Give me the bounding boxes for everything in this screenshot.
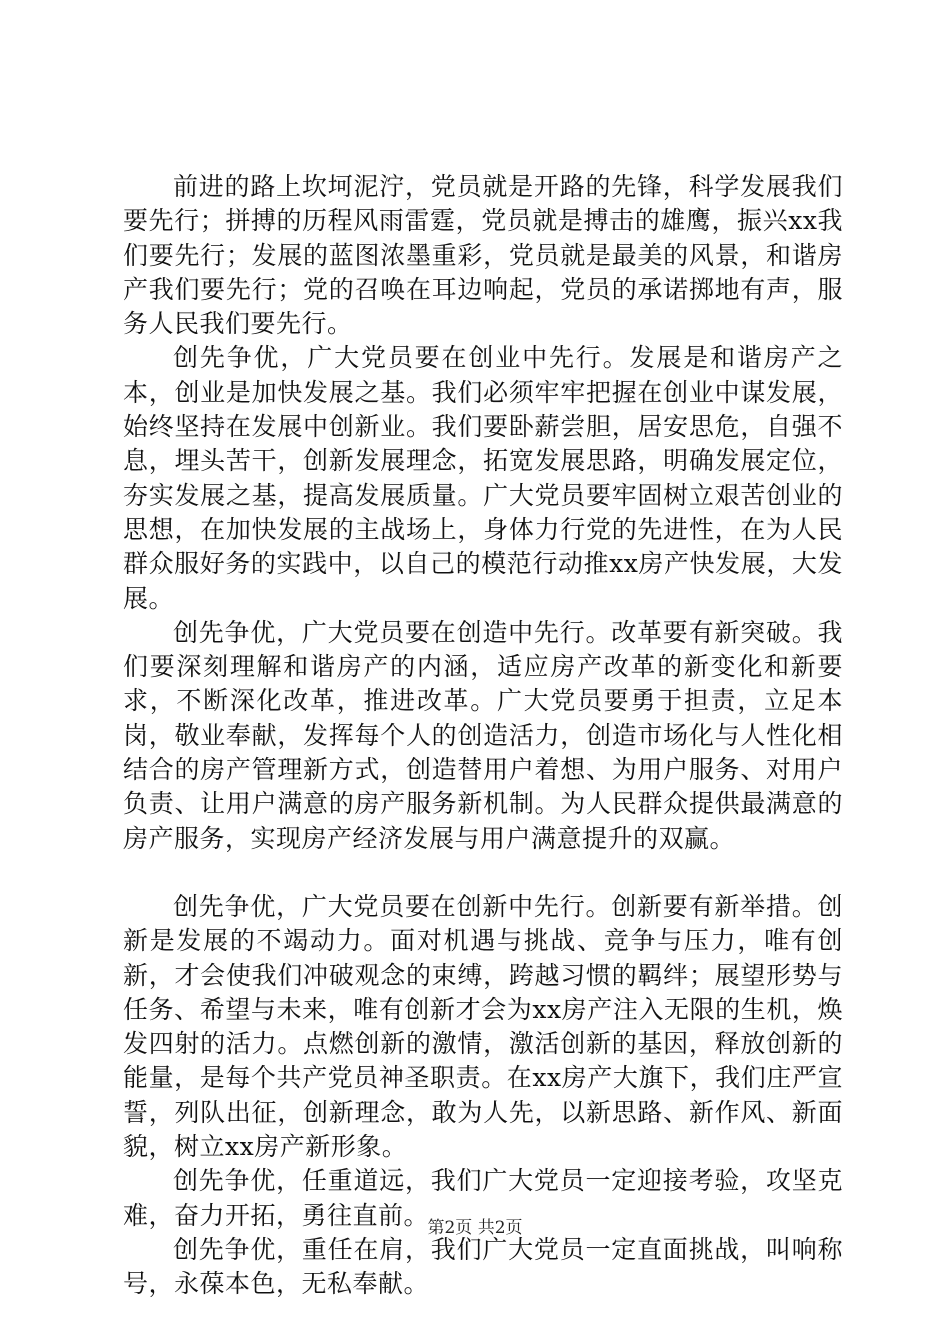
paragraph-4: 创先争优，广大党员要在创新中先行。创新要有新举措。创新是发展的不竭动力。面对机遇与挑战、竞争与压力，唯有创新，才会使我们冲破观念的束缚，跨越习惯的羁绊；展望形势与任务、希望与未来，唯有创新才会为xx房产注入无限的生机，焕发四射的活力。点燃创新的激情，激活创新的基因，释放创新的能量，是每个共产党员神圣职责。在xx房产大旗下，我们庄严宣誓，列队出征，创新理念，敢为人先，以新思路、新作风、新面貌，树立xx房产新形象。 <box>123 891 843 1162</box>
paragraph-3: 创先争优，广大党员要在创造中先行。改革要有新突破。我们要深刻理解和谐房产的内涵，适应房产改革的新变化和新要求，不断深化改革，推进改革。广大党员要勇于担责，立足本岗，敬业奉献，发挥每个人的创造活力，创造市场化与人性化相结合的房产管理新方式，创造替用户着想、为用户服务、对用户负责、让用户满意的房产服务新机制。为人民群众提供最满意的房产服务，实现房产经济发展与用户满意提升的双赢。 <box>123 617 843 853</box>
paragraph-6: 创先争优，重任在肩，我们广大党员一定直面挑战，叫响称号，永葆本色，无私奉献。 <box>123 1234 843 1299</box>
paragraph-1: 前进的路上坎坷泥泞，党员就是开路的先锋，科学发展我们要先行；拼搏的历程风雨雷霆，党员就是搏击的雄鹰，振兴xx我们要先行；发展的蓝图浓墨重彩，党员就是最美的风景，和谐房产我们要先行；党的召唤在耳边响起，党员的承诺掷地有声，服务人民我们要先行。 <box>123 172 843 339</box>
document-body <box>123 170 843 1302</box>
paragraph-2: 创先争优，广大党员要在创业中先行。发展是和谐房产之本，创业是加快发展之基。我们必须牢牢把握在创业中谋发展，始终坚持在发展中创新业。我们要卧薪尝胆，居安思危，自强不息，埋头苦干，创新发展理念，拓宽发展思路，明确发展定位，夯实发展之基，提高发展质量。广大党员要牢固树立艰苦创业的思想，在加快发展的主战场上，身体力行党的先进性，在为人民群众服好务的实践中，以自己的模范行动推xx房产快发展，大发展。 <box>123 343 843 613</box>
paragraph-5: 创先争优，任重道远，我们广大党员一定迎接考验，攻坚克难，奋力开拓，勇往直前。 <box>123 1166 843 1230</box>
page-footer: 第2页 共2页 <box>427 1218 523 1238</box>
